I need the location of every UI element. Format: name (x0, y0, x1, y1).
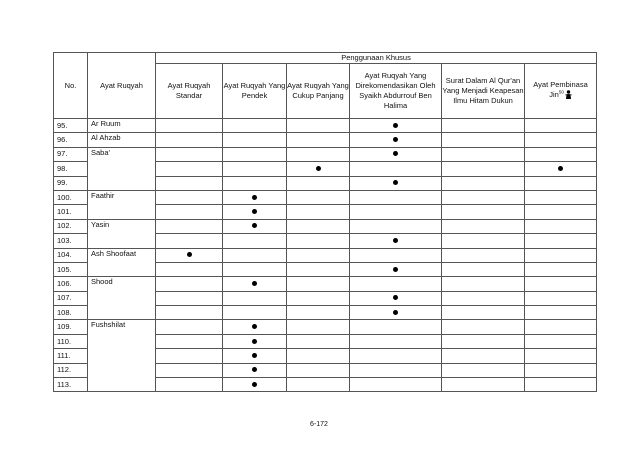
usage-cell (287, 176, 350, 190)
usage-cell (287, 133, 350, 147)
surah-name: Shood (88, 277, 156, 320)
usage-cell (287, 291, 350, 305)
usage-cell (223, 291, 287, 305)
table-row (54, 248, 597, 262)
usage-cell (350, 162, 442, 176)
usage-cell (156, 363, 223, 377)
usage-cell (156, 262, 223, 276)
bullet-mark-icon (393, 180, 398, 185)
usage-cell (442, 147, 525, 161)
usage-cell (156, 349, 223, 363)
usage-cell (287, 219, 350, 233)
usage-cell (350, 291, 442, 305)
ruqyah-usage-table (53, 52, 597, 392)
row-number: 104. (54, 248, 88, 262)
usage-cell (525, 248, 597, 262)
bullet-mark-icon (252, 382, 257, 387)
usage-cell (442, 162, 525, 176)
bullet-mark-icon (393, 238, 398, 243)
usage-cell (156, 133, 223, 147)
table-row (54, 277, 597, 291)
usage-cell (525, 219, 597, 233)
bullet-mark-icon (187, 252, 192, 257)
usage-cell (525, 205, 597, 219)
usage-cell (442, 262, 525, 276)
usage-cell (350, 119, 442, 133)
usage-cell (525, 277, 597, 291)
row-number: 96. (54, 133, 88, 147)
usage-cell (525, 119, 597, 133)
bullet-mark-icon (558, 166, 563, 171)
usage-cell (442, 320, 525, 334)
bullet-mark-icon (393, 267, 398, 272)
usage-cell (223, 363, 287, 377)
row-number: 111. (54, 349, 88, 363)
usage-cell (442, 277, 525, 291)
usage-cell (156, 176, 223, 190)
header-col-pendek: Ayat Ruqyah Yang Pendek (223, 64, 287, 119)
bullet-mark-icon (393, 137, 398, 142)
usage-cell (287, 162, 350, 176)
usage-cell (287, 119, 350, 133)
usage-cell (223, 219, 287, 233)
usage-cell (223, 119, 287, 133)
usage-cell (156, 147, 223, 161)
usage-cell (442, 133, 525, 147)
table-row (54, 119, 597, 133)
row-number: 103. (54, 234, 88, 248)
row-number: 107. (54, 291, 88, 305)
usage-cell (156, 248, 223, 262)
usage-cell (156, 291, 223, 305)
row-number: 113. (54, 378, 88, 392)
row-number: 98. (54, 162, 88, 176)
usage-cell (525, 262, 597, 276)
usage-cell (442, 349, 525, 363)
usage-cell (525, 162, 597, 176)
bullet-mark-icon (393, 295, 398, 300)
usage-cell (525, 176, 597, 190)
usage-cell (287, 234, 350, 248)
usage-cell (287, 363, 350, 377)
usage-cell (442, 291, 525, 305)
usage-cell (223, 248, 287, 262)
usage-cell (350, 378, 442, 392)
row-number: 101. (54, 205, 88, 219)
bullet-mark-icon (393, 151, 398, 156)
usage-cell (442, 234, 525, 248)
table-body (54, 119, 597, 392)
usage-cell (350, 334, 442, 348)
bullet-mark-icon (252, 367, 257, 372)
usage-cell (525, 349, 597, 363)
surah-name: Fushshilat (88, 320, 156, 392)
usage-cell (350, 349, 442, 363)
usage-cell (442, 306, 525, 320)
bullet-mark-icon (316, 166, 321, 171)
table-row (54, 320, 597, 334)
usage-cell (223, 176, 287, 190)
usage-cell (287, 205, 350, 219)
row-number: 100. (54, 190, 88, 204)
bullet-mark-icon (252, 223, 257, 228)
usage-cell (525, 147, 597, 161)
header-col-cukup-panjang: Ayat Ruqyah Yang Cukup Panjang (287, 64, 350, 119)
usage-cell (350, 363, 442, 377)
usage-cell (223, 378, 287, 392)
surah-name: Al Ahzab (88, 133, 156, 147)
usage-cell (287, 147, 350, 161)
surah-name: Ash Shoofaat (88, 248, 156, 277)
header-col-direkomendasikan: Ayat Ruqyah Yang Direkomendasikan Oleh Syaikh Abdurrouf Ben Halima (350, 64, 442, 119)
usage-cell (525, 291, 597, 305)
usage-cell (223, 320, 287, 334)
usage-cell (525, 378, 597, 392)
page-number: 6-172 (310, 421, 328, 428)
row-number: 106. (54, 277, 88, 291)
usage-cell (350, 147, 442, 161)
usage-cell (156, 320, 223, 334)
usage-cell (156, 234, 223, 248)
usage-cell (442, 334, 525, 348)
usage-cell (287, 378, 350, 392)
usage-cell (287, 277, 350, 291)
row-number: 95. (54, 119, 88, 133)
usage-cell (156, 334, 223, 348)
table-row (54, 190, 597, 204)
table-row (54, 219, 597, 233)
bullet-mark-icon (252, 209, 257, 214)
usage-cell (156, 205, 223, 219)
usage-cell (223, 133, 287, 147)
usage-cell (442, 176, 525, 190)
usage-cell (350, 219, 442, 233)
bullet-mark-icon (252, 281, 257, 286)
usage-cell (350, 277, 442, 291)
usage-cell (156, 306, 223, 320)
footnote-reference: 50 (558, 89, 564, 95)
bullet-mark-icon (393, 310, 398, 315)
usage-cell (287, 349, 350, 363)
row-number: 112. (54, 363, 88, 377)
usage-cell (350, 306, 442, 320)
header-no: No. (54, 53, 88, 119)
usage-cell (287, 320, 350, 334)
usage-cell (223, 162, 287, 176)
usage-cell (223, 262, 287, 276)
header-penggunaan-khusus: Penggunaan Khusus (156, 53, 597, 64)
usage-cell (525, 133, 597, 147)
surah-name: Faathir (88, 190, 156, 219)
usage-cell (156, 190, 223, 204)
row-number: 110. (54, 334, 88, 348)
header-ayat-ruqyah: Ayat Ruqyah (88, 53, 156, 119)
usage-cell (156, 378, 223, 392)
usage-cell (442, 205, 525, 219)
usage-cell (287, 306, 350, 320)
usage-cell (156, 277, 223, 291)
usage-cell (350, 320, 442, 334)
row-number: 99. (54, 176, 88, 190)
bullet-mark-icon (252, 339, 257, 344)
bullet-mark-icon (252, 324, 257, 329)
usage-cell (156, 219, 223, 233)
row-number: 102. (54, 219, 88, 233)
usage-cell (442, 363, 525, 377)
surah-name: Yasin (88, 219, 156, 248)
usage-cell (350, 176, 442, 190)
usage-cell (350, 248, 442, 262)
row-number: 109. (54, 320, 88, 334)
row-number: 105. (54, 262, 88, 276)
usage-cell (156, 162, 223, 176)
usage-cell (350, 205, 442, 219)
usage-cell (287, 262, 350, 276)
jinn-figure-icon (565, 90, 572, 102)
usage-cell (223, 234, 287, 248)
usage-cell (525, 320, 597, 334)
header-col-standar: Ayat Ruqyah Standar (156, 64, 223, 119)
surah-name: Ar Ruum (88, 119, 156, 133)
usage-cell (442, 248, 525, 262)
usage-cell (223, 334, 287, 348)
bullet-mark-icon (252, 195, 257, 200)
usage-cell (223, 205, 287, 219)
row-number: 97. (54, 147, 88, 161)
usage-cell (223, 147, 287, 161)
header-col-keapesan-ilmu-hitam: Surat Dalam Al Qur'an Yang Menjadi Keapesan Ilmu Hitam Dukun (442, 64, 525, 119)
usage-cell (287, 248, 350, 262)
usage-cell (223, 306, 287, 320)
usage-cell (156, 119, 223, 133)
row-number: 108. (54, 306, 88, 320)
table-row (54, 147, 597, 161)
header-col-pembinasa-jin-label: Ayat Pembinasa Jin (533, 80, 588, 99)
usage-cell (525, 334, 597, 348)
usage-cell (223, 277, 287, 291)
usage-cell (525, 234, 597, 248)
usage-cell (525, 190, 597, 204)
surah-name: Saba' (88, 147, 156, 190)
table-row (54, 133, 597, 147)
bullet-mark-icon (252, 353, 257, 358)
usage-cell (442, 190, 525, 204)
usage-cell (525, 363, 597, 377)
bullet-mark-icon (393, 123, 398, 128)
usage-cell (442, 378, 525, 392)
usage-cell (287, 190, 350, 204)
header-col-pembinasa-jin (525, 64, 597, 119)
usage-cell (350, 262, 442, 276)
usage-cell (350, 133, 442, 147)
usage-cell (350, 234, 442, 248)
usage-cell (350, 190, 442, 204)
usage-cell (442, 119, 525, 133)
usage-cell (223, 349, 287, 363)
usage-cell (442, 219, 525, 233)
usage-cell (525, 306, 597, 320)
usage-cell (223, 190, 287, 204)
usage-cell (287, 334, 350, 348)
